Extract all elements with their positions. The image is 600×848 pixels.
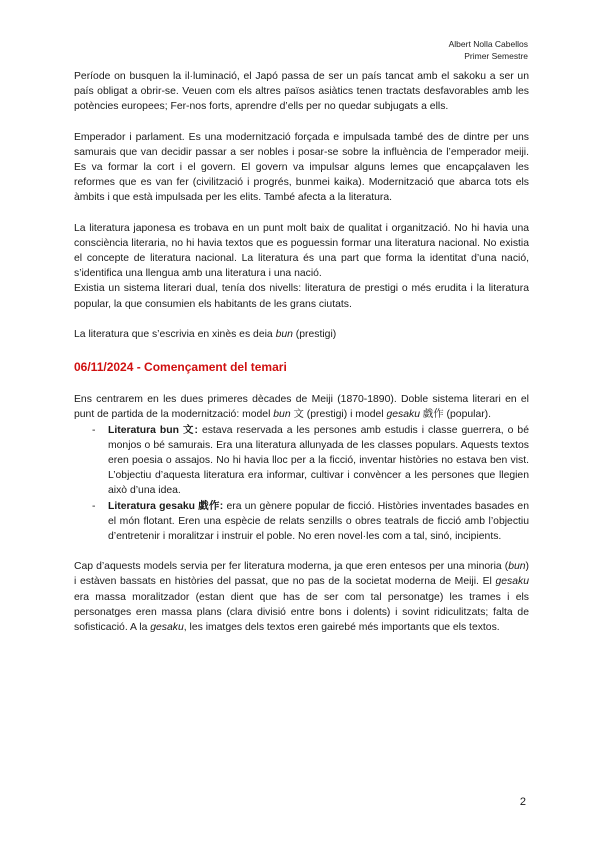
term-bun: bun: [508, 561, 526, 573]
paragraph-meiji: Ens centrarem en les dues primeres dècades de Meiji (1870-1890). Doble sistema literari en el punt de partida de la modernització: model bun 文 (prestigi) i model gesaku 戯作 (popular).: [74, 394, 529, 421]
page-number: 2: [519, 796, 526, 808]
paragraph-chinese-literature: La literatura que s’escrivia en xinès es deia bun (prestigi): [74, 328, 337, 340]
literature-list: [74, 423, 529, 545]
paragraph-illumination: Període on busquen la il·luminació, el Japó passa de ser un país tancat amb el sakoku a ser un país obligat a obrir-se. Veuen com els altres països asiàtics tenen tractats desfavorables amb les potències europees; Fer-nos forts, aprendre d’ells per no quedar subjugats a ells.: [74, 71, 529, 113]
term-gesaku: gesaku: [150, 622, 184, 634]
semester-label: Primer Semestre: [464, 50, 528, 61]
term-gesaku: gesaku: [386, 409, 420, 421]
paragraph-dual-system: Existia un sistema literari dual, tenía dos nivells: literatura de prestigi o més erudita i la literatura popular, la que consumien els habitants de les grans ciutats.: [74, 283, 529, 310]
list-item: - Literatura bun 文: estava reservada a les persones amb estudis i classe guerrera, o bé monjos o bé samurais. Era una literatura allunyada de les classes populars. Aquests textos eren poesia o assajos. No hi havia lloc per a la ficció, inventar històries no estava ben vist. L’objectiu d’aquesta literatura era informar, cultivar i convèncer a les persones que llegien això d’una idea.: [74, 423, 529, 499]
author-name: Albert Nolla Cabellos: [448, 39, 528, 49]
document-body: [74, 69, 529, 635]
page-header: [449, 39, 528, 62]
term-bun: bun: [273, 409, 291, 421]
term-bun: bun: [275, 328, 293, 340]
list-item-title: Literatura bun 文:: [108, 424, 198, 436]
list-item-title: Literatura gesaku 戯作:: [108, 500, 224, 512]
paragraph-japanese-literature: La literatura japonesa es trobava en un punt molt baix de qualitat i organització. No hi havia una consciència literaria, no hi havia textos que es poguessin formar una literatura nacional. No existia el concepte de literatura nacional. La literatura és una part que forma la identitat d’una nació, s’identifica una llengua amb una literatura i una nació.: [74, 222, 529, 280]
section-heading: 06/11/2024 - Començament del temari: [74, 360, 287, 375]
list-item: - Literatura gesaku 戯作: era un gènere popular de ficció. Històries inventades basades en el món flotant. Eren una espècie de relats senzills o obres teatrals de ficció amb l’objectiu d’entretenir i moralitzar i instruir el poble. No eren novel·les com a tal, sinó, incipients.: [74, 499, 529, 545]
paragraph-emperor: Emperador i parlament. Es una modernització forçada e impulsada també des de dintre per uns samurais que van decidir passar a ser nobles i posar-se sobre la influència de l’emperador meiji. Es va formar la cort i el govern. El govern va impulsar alguns lemes que encapçalaven les reformes que es van fer (civilització i progrés, bunmei kaika). Modernització que abarca tots els àmbits i que està impulsada per les elits. També afecta a la literatura.: [74, 131, 529, 204]
term-gesaku: gesaku: [495, 576, 529, 588]
paragraph-conclusion: Cap d’aquests models servia per fer literatura moderna, ja que eren entesos per una minoria (bun) i estàven bassats en històries del passat, que no pas de la societat moderna de Meiji. El gesaku era massa moralitzador (estan dient que has de ser com tal personatge) les trames i els personatges eren massa plans (clara divisió entre bons i dolents) i sovint ridiculitzats; falta de sofisticació. A la gesaku, les imatges dels textos eren gairebé més importants que els textos.: [74, 561, 529, 634]
